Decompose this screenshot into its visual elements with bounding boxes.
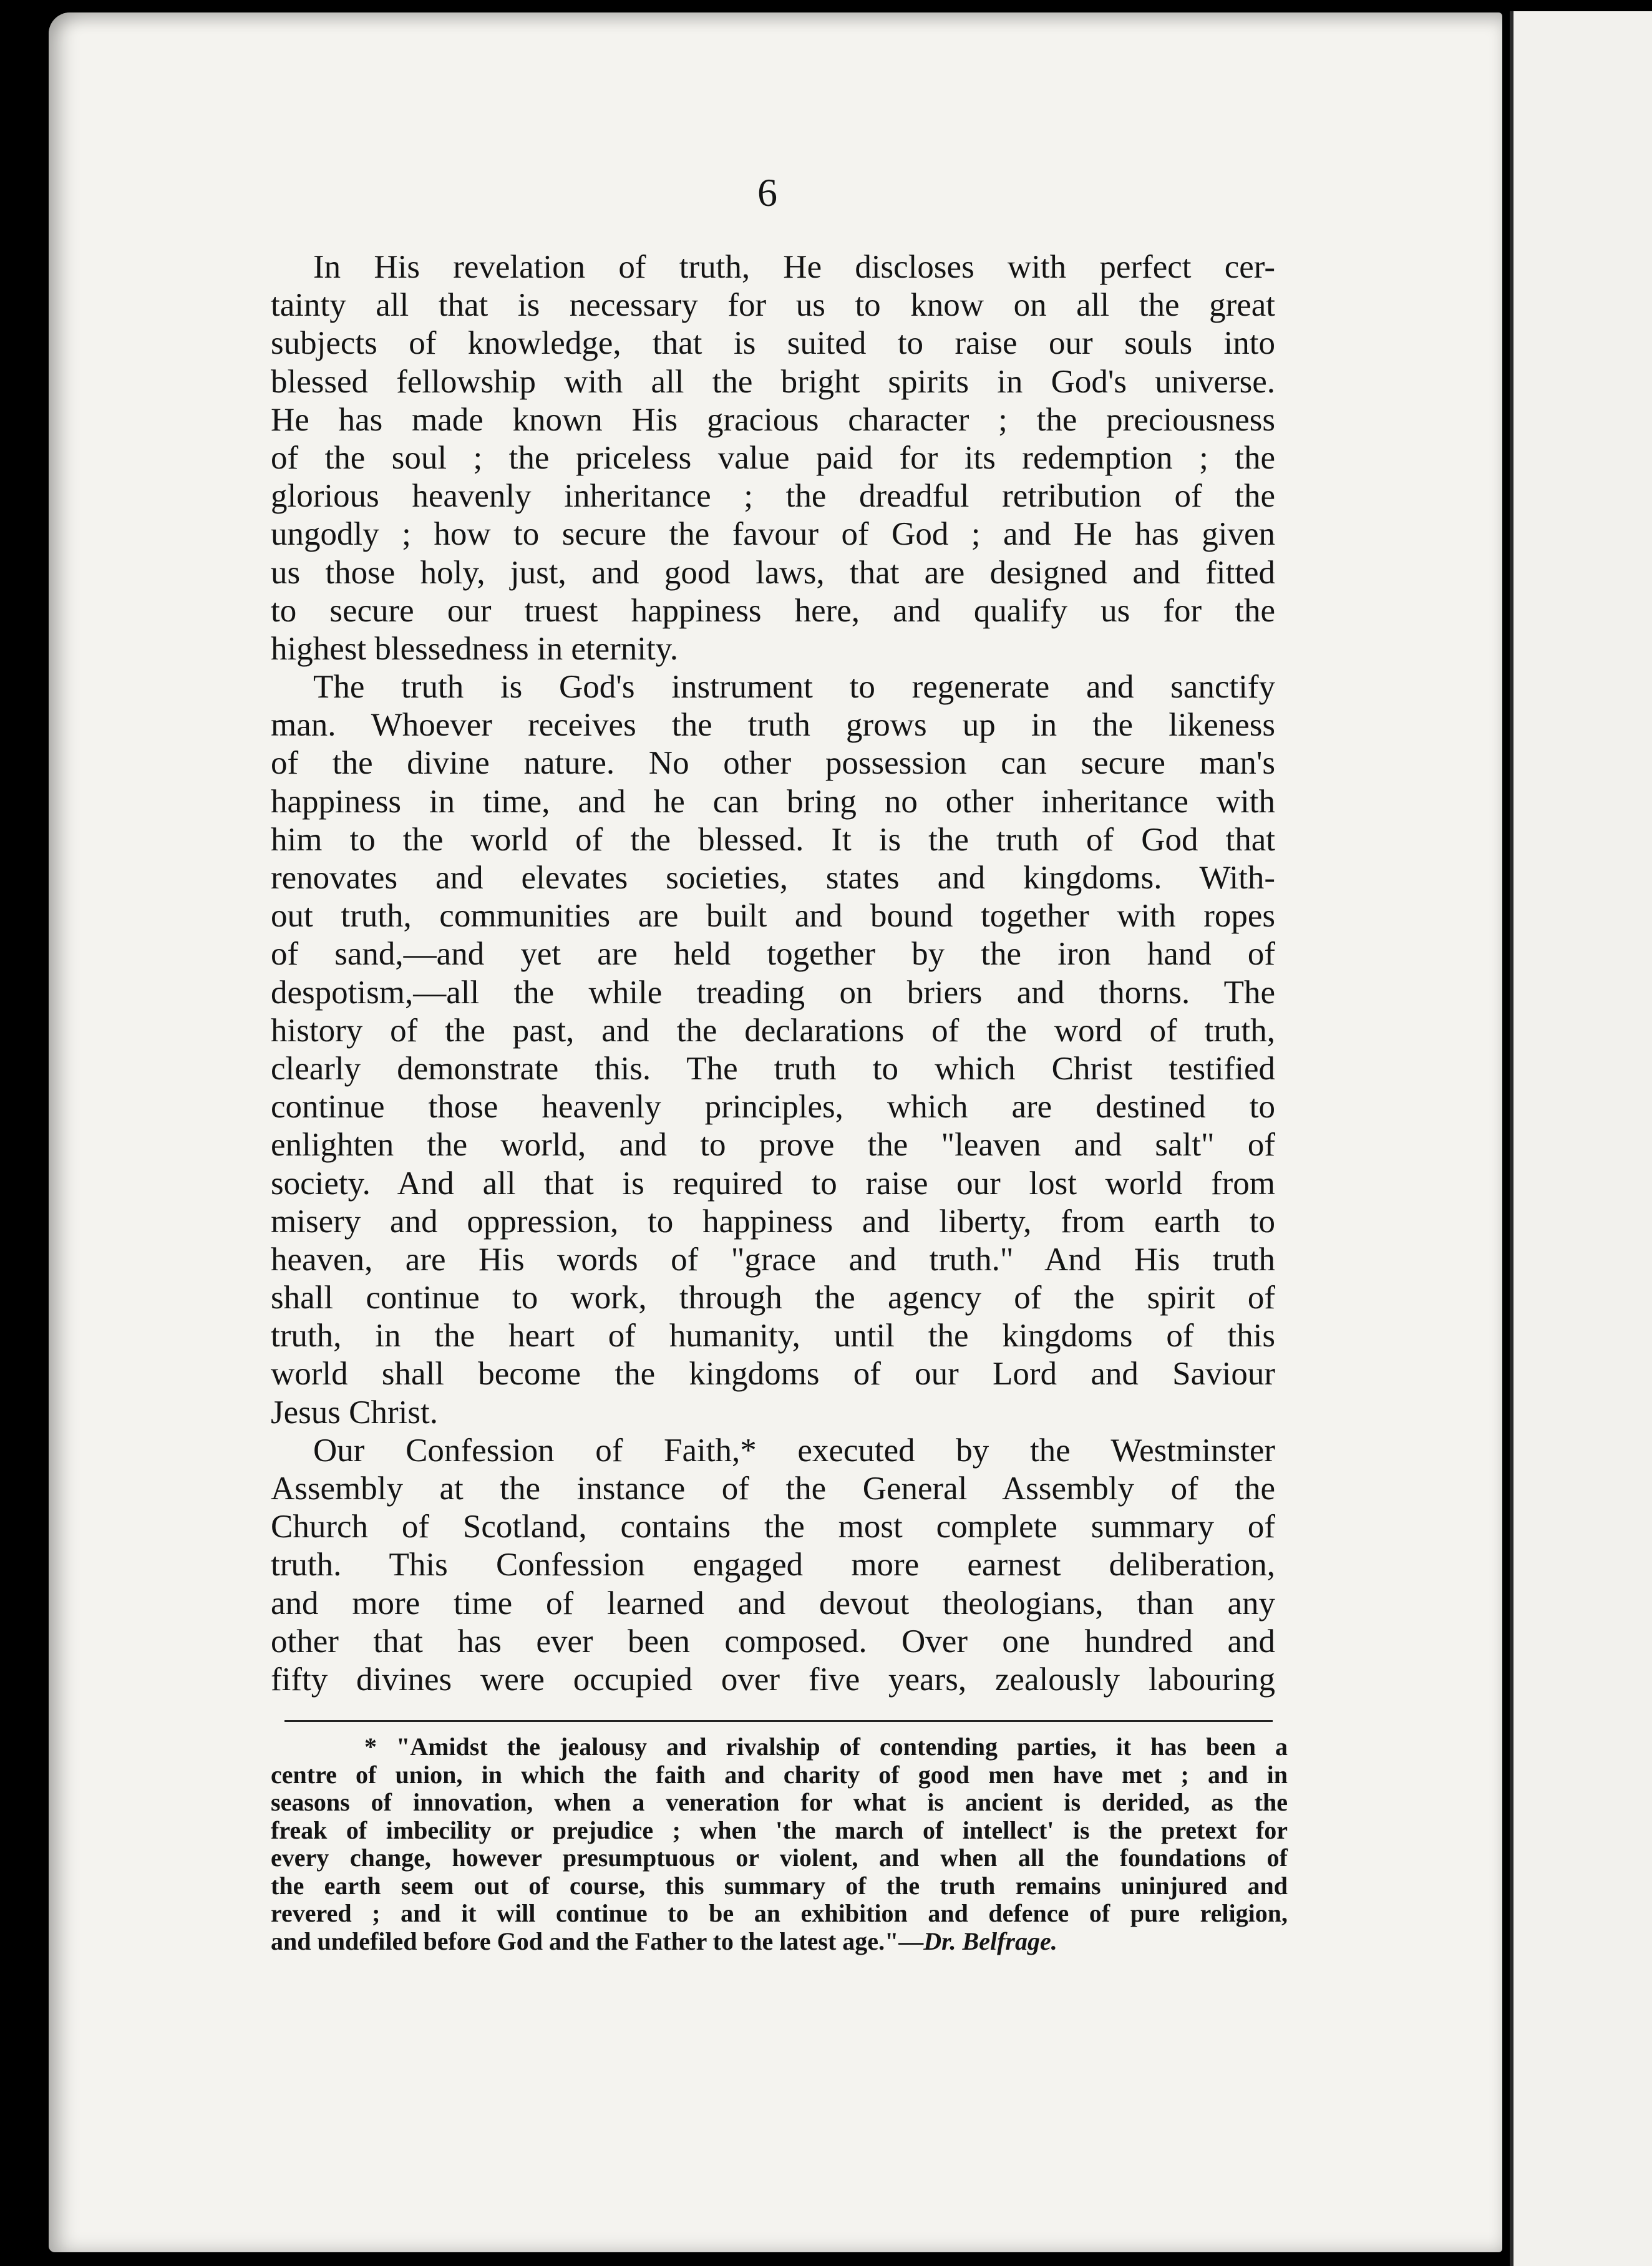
facing-page-edge	[1510, 11, 1652, 2266]
body-line: world shall become the kingdoms of our Lord and Saviour	[271, 1356, 1275, 1393]
body-line: out truth, communities are built and bound together with ropes	[271, 898, 1275, 935]
page-number: 6	[757, 170, 777, 215]
body-line: highest blessedness in eternity.	[271, 630, 679, 667]
body-line: enlighten the world, and to prove the "leaven and salt" of	[271, 1127, 1275, 1164]
body-line: of sand,—and yet are held together by the iron hand of	[271, 936, 1275, 973]
footnote-rule	[284, 1720, 1273, 1722]
body-line: society. And all that is required to raise our lost world from	[271, 1165, 1275, 1202]
footnote-line: and undefiled before God and the Father to the latest age."—	[271, 1927, 924, 1955]
body-line: Jesus Christ.	[271, 1394, 438, 1431]
body-line: history of the past, and the declarations of the word of truth,	[271, 1012, 1275, 1049]
body-line: truth. This Confession engaged more earnest deliberation,	[271, 1547, 1275, 1583]
footnote-line: every change, however presumptuous or violent, and when all the foundations of	[271, 1844, 1288, 1872]
body-line: him to the world of the blessed. It is the truth of God that	[271, 821, 1275, 858]
footnote-author: Dr. Belfrage.	[923, 1927, 1057, 1955]
body-line: clearly demonstrate this. The truth to which Christ testified	[271, 1050, 1275, 1087]
body-line: In His revelation of truth, He discloses with perfect cer-	[313, 249, 1275, 285]
body-line: and more time of learned and devout theologians, than any	[271, 1585, 1275, 1622]
body-text	[271, 248, 1275, 1699]
body-line: He has made known His gracious character ; the preciousness	[271, 401, 1275, 438]
footnote	[271, 1733, 1288, 1955]
footnote-line: the earth seem out of course, this summary of the truth remains uninjured and	[271, 1871, 1288, 1900]
body-line: Church of Scotland, contains the most complete summary of	[271, 1509, 1275, 1545]
body-line: glorious heavenly inheritance ; the dreadful retribution of the	[271, 478, 1275, 515]
footnote-line: * "Amidst the jealousy and rivalship of contending parties, it has been a	[364, 1733, 1288, 1761]
footnote-line: revered ; and it will continue to be an exhibition and defence of pure religion,	[271, 1899, 1288, 1927]
body-line: us those holy, just, and good laws, that are designed and fitted	[271, 554, 1275, 591]
body-line: blessed fellowship with all the bright spirits in God's universe.	[271, 363, 1275, 400]
body-line: Our Confession of Faith,* executed by the Westminster	[313, 1432, 1275, 1469]
body-line: truth, in the heart of humanity, until the kingdoms of this	[271, 1318, 1275, 1354]
body-line: other that has ever been composed. Over one hundred and	[271, 1623, 1275, 1660]
body-line: The truth is God's instrument to regenerate and sanctify	[313, 669, 1275, 706]
body-line: fifty divines were occupied over five years, zealously labouring	[271, 1661, 1275, 1698]
body-line: happiness in time, and he can bring no other inheritance with	[271, 783, 1275, 820]
body-line: renovates and elevates societies, states and kingdoms. With-	[271, 860, 1275, 896]
footnote-line-final	[271, 1928, 1288, 1956]
body-line: continue those heavenly principles, which are destined to	[271, 1089, 1275, 1126]
body-line: of the soul ; the priceless value paid for its redemption ; the	[271, 439, 1275, 476]
body-line: of the divine nature. No other possession can secure man's	[271, 745, 1275, 782]
body-line: shall continue to work, through the agency of the spirit of	[271, 1280, 1275, 1316]
footnote-line: seasons of innovation, when a veneration for what is ancient is derided, as the	[271, 1788, 1288, 1816]
footnote-line: freak of imbecility or prejudice ; when 'the march of intellect' is the pretext for	[271, 1816, 1288, 1844]
footnote-line: centre of union, in which the faith and charity of good men have met ; and in	[271, 1760, 1288, 1789]
body-line: subjects of knowledge, that is suited to raise our souls into	[271, 325, 1275, 362]
body-line: misery and oppression, to happiness and liberty, from earth to	[271, 1203, 1275, 1240]
body-line: to secure our truest happiness here, and qualify us for the	[271, 592, 1275, 629]
body-line: ungodly ; how to secure the favour of God ; and He has given	[271, 516, 1275, 553]
body-line: Assembly at the instance of the General Assembly of the	[271, 1471, 1275, 1507]
body-line: despotism,—all the while treading on briers and thorns. The	[271, 974, 1275, 1011]
body-line: man. Whoever receives the truth grows up in the likeness	[271, 707, 1275, 744]
body-line: tainty all that is necessary for us to know on all the great	[271, 287, 1275, 324]
body-line: heaven, are His words of "grace and truth." And His truth	[271, 1241, 1275, 1278]
